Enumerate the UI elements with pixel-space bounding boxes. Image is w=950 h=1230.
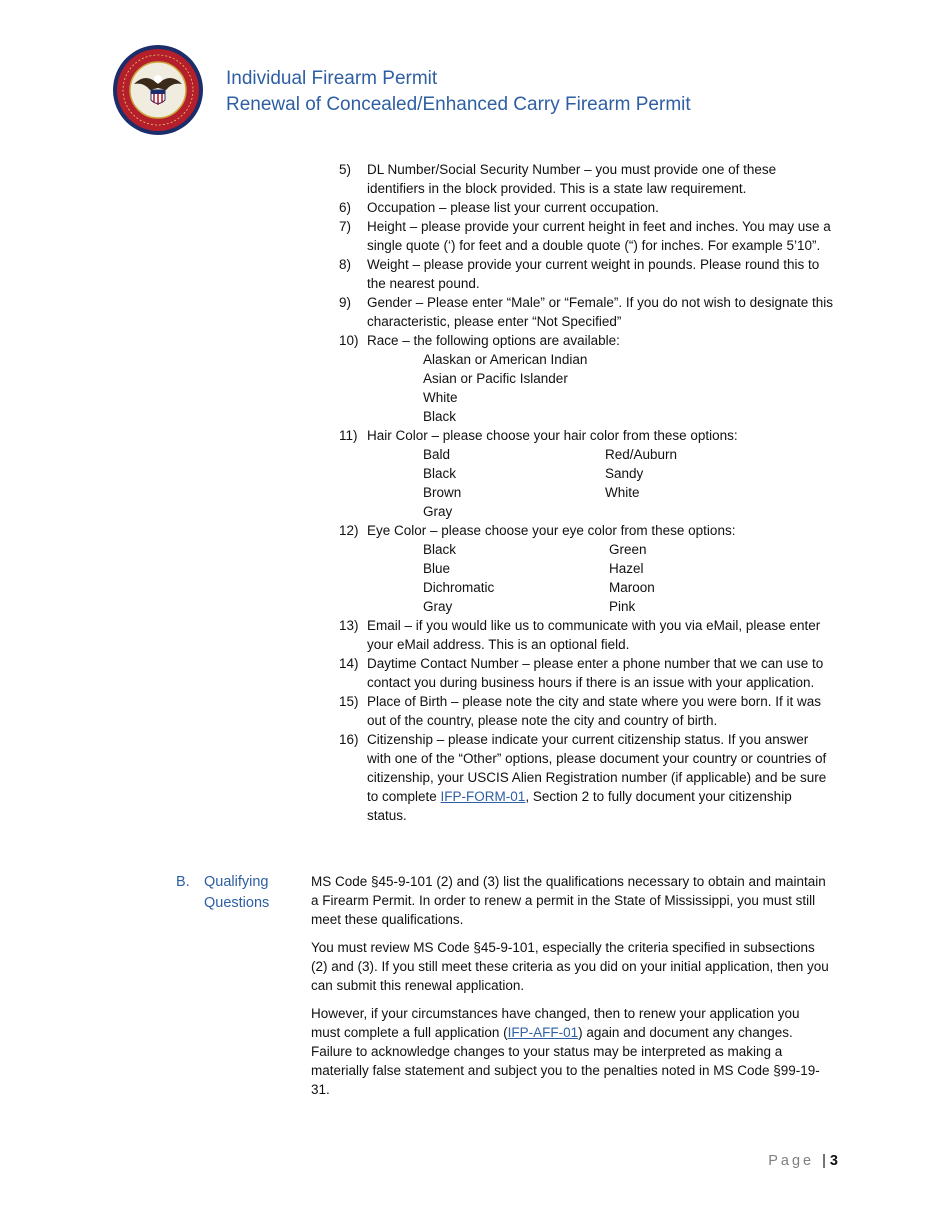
page-label: Page xyxy=(768,1153,815,1169)
list-item xyxy=(339,160,834,198)
item-number: 9) xyxy=(339,295,352,310)
option: Sandy xyxy=(605,466,644,481)
option: Black xyxy=(423,542,457,557)
paragraph xyxy=(311,1004,831,1099)
item-number: 15) xyxy=(339,694,359,709)
section-b-heading xyxy=(176,872,284,914)
item-number: 11) xyxy=(339,428,358,443)
list-item xyxy=(339,654,834,692)
item-text: Citizenship – please indicate your current citizenship status. If you answer with one of the “Other” options, please document your country or countries of citizenship, your USCIS Alien Registration number (if applicable) and be sure to complete xyxy=(367,732,827,804)
paragraph-text: However, if your circumstances have changed, then to renew your application you must complete a full application ( xyxy=(311,1006,800,1040)
item-text: Hair Color – please choose your hair color from these options: xyxy=(367,428,738,443)
list-item-hair-color xyxy=(339,426,834,521)
option: Alaskan or American Indian xyxy=(423,352,588,367)
option: Red/Auburn xyxy=(605,447,678,462)
item-number: 5) xyxy=(339,162,352,177)
section-title: Qualifying Questions xyxy=(204,874,270,911)
list-item-citizenship xyxy=(339,730,834,825)
item-number: 6) xyxy=(339,200,352,215)
list-item-eye-color xyxy=(339,521,834,616)
option: Maroon xyxy=(609,580,655,595)
option: Black xyxy=(423,466,457,481)
ifp-aff-01-link[interactable]: IFP-AFF-01 xyxy=(507,1025,579,1040)
item-text: Email – if you would like us to communicate with you via eMail, please enter your eMail address. This is an optional field. xyxy=(367,618,821,652)
item-number: 14) xyxy=(339,656,359,671)
section-b-body xyxy=(311,872,831,1108)
item-text: Race – the following options are available: xyxy=(367,333,620,348)
item-text: Height – please provide your current height in feet and inches. You may use a single quote (‘) for feet and a double quote (“) for inches. For example 5’10”. xyxy=(367,219,831,253)
item-number: 13) xyxy=(339,618,359,633)
item-text: Occupation – please list your current occupation. xyxy=(367,200,659,215)
document-subtitle: Renewal of Concealed/Enhanced Carry Firearm Permit xyxy=(226,94,691,115)
list-item xyxy=(339,198,834,217)
item-text: DL Number/Social Security Number – you must provide one of these identifiers in the block provided. This is a state law requirement. xyxy=(367,162,777,196)
list-item xyxy=(339,293,834,331)
option: Black xyxy=(423,409,457,424)
item-number: 8) xyxy=(339,257,352,272)
list-item xyxy=(339,692,834,730)
section-letter: B. xyxy=(176,874,190,890)
page-footer xyxy=(768,1153,838,1169)
list-item xyxy=(339,217,834,255)
option: Bald xyxy=(423,447,451,462)
option: Gray xyxy=(423,599,453,614)
option: Pink xyxy=(609,599,636,614)
item-number: 10) xyxy=(339,333,359,348)
page-number: 3 xyxy=(829,1153,838,1169)
option: Blue xyxy=(423,561,451,576)
document-title: Individual Firearm Permit xyxy=(226,68,438,89)
item-number: 16) xyxy=(339,732,359,747)
option: Green xyxy=(609,542,647,557)
paragraph: You must review MS Code §45-9-101, especially the criteria specified in subsections (2) and (3). If you still meet these criteria as you did on your initial application, then you can submit this renewal application. xyxy=(311,940,829,993)
page-separator: | xyxy=(822,1153,826,1169)
item-text: Weight – please provide your current weight in pounds. Please round this to the nearest pound. xyxy=(367,257,820,291)
option: Asian or Pacific Islander xyxy=(423,371,568,386)
option: White xyxy=(423,390,458,405)
instruction-list xyxy=(339,160,834,825)
item-number: 12) xyxy=(339,523,359,538)
item-number: 7) xyxy=(339,219,352,234)
option: Hazel xyxy=(609,561,644,576)
item-text: Eye Color – please choose your eye color from these options: xyxy=(367,523,736,538)
option: Gray xyxy=(423,504,453,519)
list-item xyxy=(339,616,834,654)
item-text: Gender – Please enter “Male” or “Female”. If you do not wish to designate this characteristic, please enter “Not Specified” xyxy=(367,295,833,329)
list-item-race xyxy=(339,331,834,426)
item-text: Daytime Contact Number – please enter a phone number that we can use to contact you during business hours if there is an issue with your application. xyxy=(367,656,824,690)
option: Brown xyxy=(423,485,462,500)
eye-color-options xyxy=(423,540,834,616)
option: White xyxy=(605,485,640,500)
item-text: , Section 2 to fully document your citizenship status. xyxy=(367,789,792,823)
option: Dichromatic xyxy=(423,580,495,595)
list-item xyxy=(339,255,834,293)
hair-color-options xyxy=(423,445,834,521)
paragraph-text: ) again and document any changes. Failure to acknowledge changes to your status may be interpreted as making a materially false statement and subject you to the penalties noted in MS Code §99-19-31. xyxy=(311,1025,820,1097)
paragraph: MS Code §45-9-101 (2) and (3) list the qualifications necessary to obtain and maintain a Firearm Permit. In order to renew a permit in the State of Mississippi, you must still meet these qualifications. xyxy=(311,874,826,927)
item-text: Place of Birth – please note the city and state where you were born. If it was out of the country, please note the city and country of birth. xyxy=(367,694,821,728)
ifp-form-01-link[interactable]: IFP-FORM-01 xyxy=(440,789,526,804)
race-options xyxy=(423,350,834,426)
mississippi-dps-seal-icon xyxy=(112,44,204,136)
